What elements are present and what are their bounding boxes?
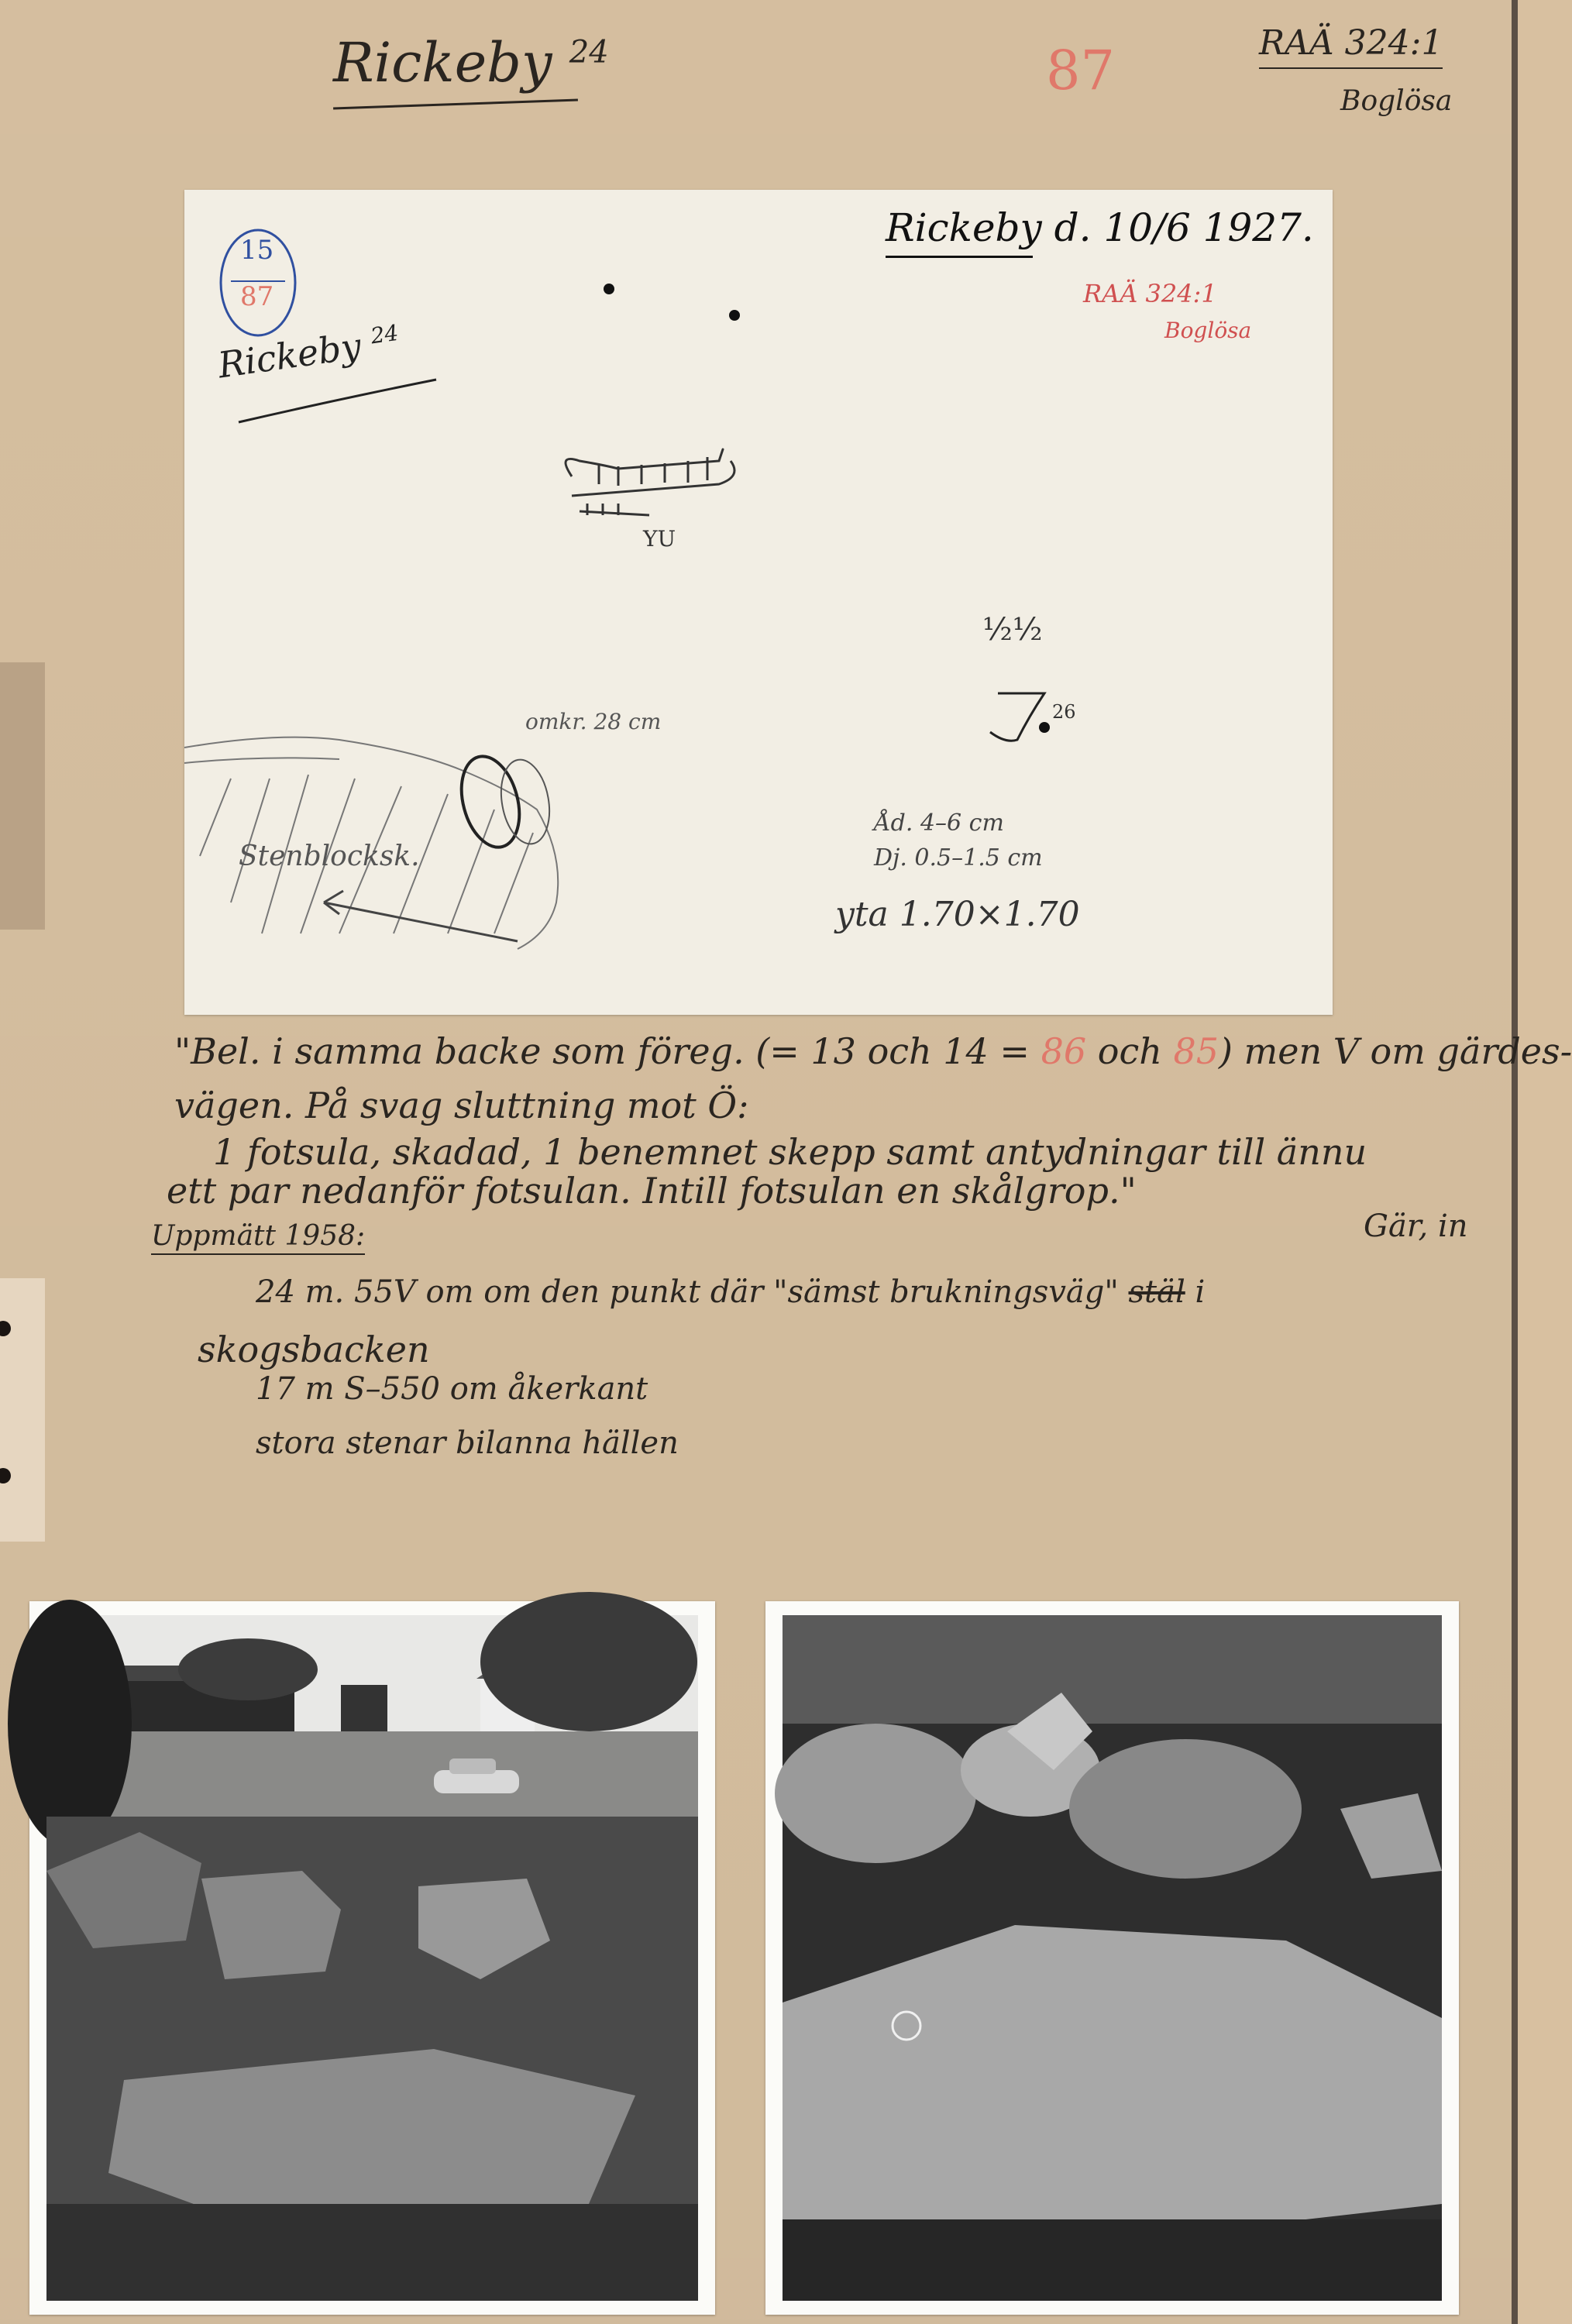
measure-line: Dj. 0.5–1.5 cm	[874, 844, 1043, 871]
photo-field-view-image	[46, 1615, 698, 2301]
figure-label: ½½	[982, 612, 1043, 648]
card-title: Rickeby d. 10/6 1927.	[886, 205, 1314, 250]
circle-bottom-number: 87	[240, 281, 274, 312]
measure-line: yta 1.70×1.70	[835, 895, 1080, 934]
photo-field-view	[29, 1601, 715, 2315]
header-parish: Boglösa	[1340, 85, 1453, 117]
figure-number: 26	[1052, 701, 1076, 723]
note-line: "Bel. i samma backe som föreg. (= 13 och 14 = 86 och 85) men V om gärdes-	[174, 1030, 1572, 1072]
measure-line: Åd. 4–6 cm	[874, 810, 1004, 837]
cupmark-dot	[729, 310, 740, 321]
note-line: 1 fotsula, skadad, 1 benemnet skepp samt antydningar till ännu	[213, 1131, 1367, 1173]
revisit-line: skogsbacken	[198, 1329, 430, 1370]
note-line: ett par nedanför fotsulan. Intill fotsulan en skålgrop."	[167, 1170, 1137, 1212]
photo-rock-closeup	[765, 1601, 1459, 2315]
revisit-line: 24 m. 55V om om den punkt där "sämst brukningsväg" stäl i	[256, 1274, 1206, 1310]
header-site-name: Rickeby $^{24}$	[333, 31, 609, 95]
revisit-corner-note: Gär, in	[1364, 1208, 1468, 1244]
card-raa-number: RAÄ 324:1	[1083, 279, 1217, 308]
header-raa-number: RAÄ 324:1	[1259, 23, 1443, 69]
cupmark-dot	[1039, 722, 1050, 733]
revisit-line: stora stenar bilanna hällen	[256, 1425, 679, 1461]
card-parish: Boglösa	[1164, 318, 1252, 343]
cupmark-dimension: omkr. 28 cm	[525, 709, 662, 734]
note-line: vägen. På svag sluttning mot Ö:	[174, 1085, 749, 1126]
photo-rock-closeup-image	[783, 1615, 1442, 2301]
board-edge	[1512, 0, 1518, 2324]
header-sheet-number: 87	[1046, 39, 1116, 102]
card-site-name: Rickeby $^{24}$	[215, 319, 401, 387]
circle-top-number: 15	[240, 235, 274, 266]
stone-label: Stenblocksk.	[239, 841, 420, 872]
revisit-label: Uppmätt 1958:	[151, 1220, 365, 1255]
north-arrow	[324, 891, 518, 941]
sketch-card	[184, 190, 1333, 1015]
sketch-drawing	[184, 190, 1333, 1015]
side-tab-light	[0, 1278, 45, 1542]
rune-figure	[990, 693, 1044, 741]
ship-label: YU	[643, 526, 676, 552]
revisit-line: 17 m S–550 om åkerkant	[256, 1371, 648, 1407]
cupmark-dot	[604, 284, 614, 294]
side-tab	[0, 662, 45, 930]
ship-figure	[566, 449, 734, 515]
